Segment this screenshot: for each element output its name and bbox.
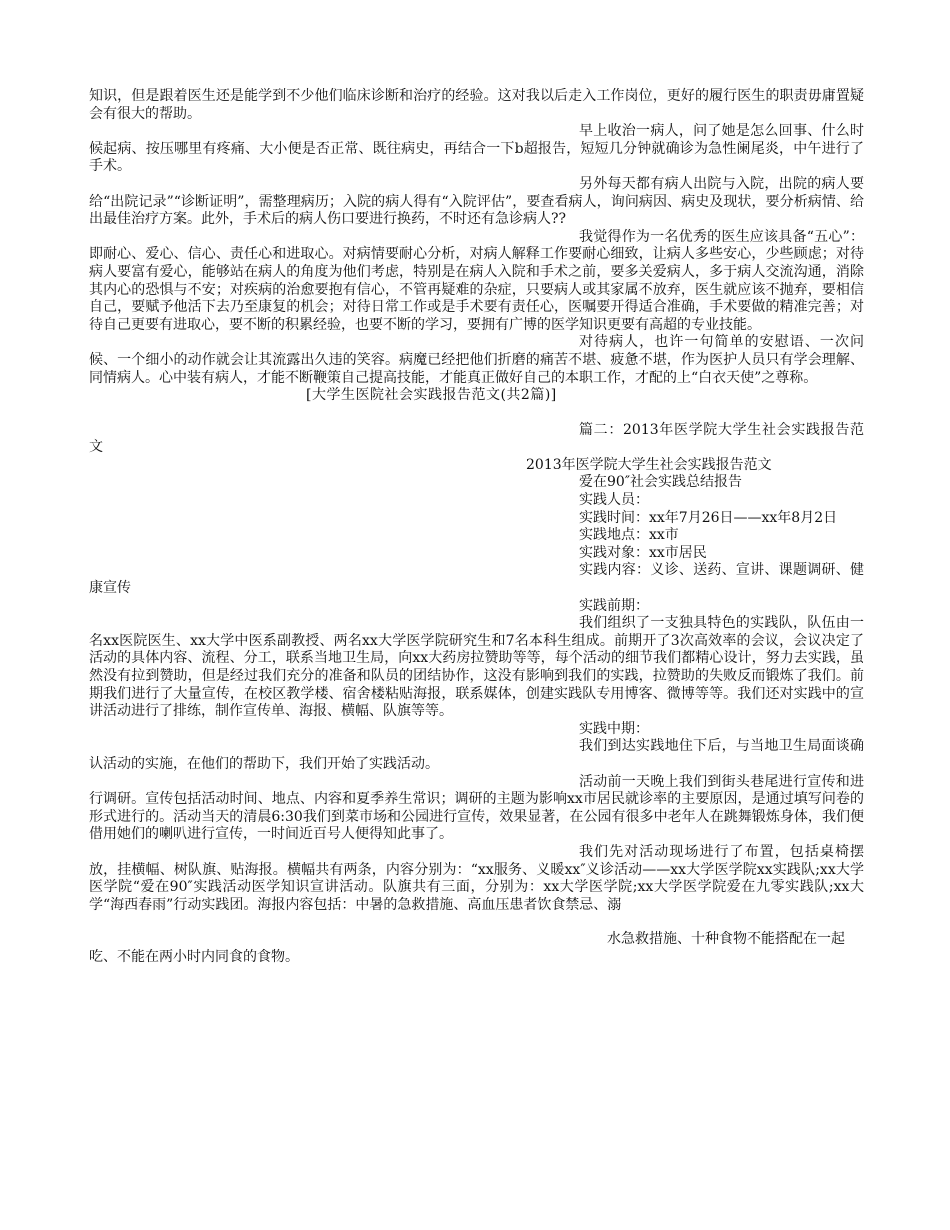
paragraph-4: 我觉得作为一名优秀的医生应该具备“五心”：即耐心、爱心、信心、责任心和进取心。对病情要耐心分析，对病人解释工作要耐心细致，让病人多些安心，少些顾虑；对待病人要富有爱心，能够站在病人的角度为他们考虑，特别是在病人入院和手术之前，要多关爱病人，多于病人交流沟通，消除其内心的恐惧与不安；对疾病的治愈要抱有信心，不管再疑难的杂症，只要病人或其家属不放弃，医生就应该不抛弃，要相信自己，要赋予他活下去乃至康复的机会；对待日常工作或是手术要有责任心，医嘱要开得适合准确，手术要做的精准完善；对待自己更要有进取心，要不断的积累经验，也要不断的学习，要拥有广博的医学知识更要有高超的专业技能。 bbox=[89, 228, 864, 333]
section2-heading: 篇二：2013年医学院大学生社会实践报告范文 bbox=[89, 421, 864, 456]
document-page bbox=[89, 88, 864, 967]
paragraph-5: 对待病人，也许一句简单的安慰语、一次问候、一个细小的动作就会让其流露出久违的笑容。病魔已经把他们折磨的痛苦不堪、疲惫不堪，作为医护人员只有学会理解、同情病人。心中装有病人，才能不断鞭策自己提高技能，才能真正做好自己的本职工作，才配的上“白衣天使”之尊称。 bbox=[89, 334, 864, 386]
mid-paragraph-2: 活动前一天晚上我们到街头巷尾进行宣传和进行调研。宣传包括活动时间、地点、内容和夏季养生常识；调研的主题为影响xx市居民就诊率的主要原因，是通过填写问卷的形式进行的。活动当天的清晨6:30我们到菜市场和公园进行宣传，效果显著，在公园有很多中老年人在跳舞锻炼身体，我们便借用她们的喇叭进行宣传，一时间近百号人便得知此事了。 bbox=[89, 773, 864, 843]
blank-line bbox=[89, 405, 864, 422]
early-paragraph: 我们组织了一支独具特色的实践队，队伍由一名xx医院医生、xx大学中医系副教授、两名xx大学医学院研究生和7名本科生组成。前期开了3次高效率的会议，会议决定了活动的具体内容、流程、分工，联系当地卫生局，向xx大药房拉赞助等等，每个活动的细节我们都精心设计，努力去实践，虽然没有拉到赞助，但是经过我们充分的准备和队员的团结协作，这没有影响到我们的实践，拉赞助的失败反而锻炼了我们。前期我们进行了大量宣传，在校区教学楼、宿舍楼粘贴海报，联系媒体，创建实践队专用博客、微博等等。我们还对实践中的宣讲活动进行了排练，制作宣传单、海报、横幅、队旗等等。 bbox=[89, 615, 864, 720]
summary-title: 爱在90″社会实践总结报告 bbox=[579, 474, 743, 491]
practice-place: 实践地点：xx市 bbox=[579, 527, 679, 544]
practice-target: 实践对象：xx市居民 bbox=[579, 544, 707, 561]
mid-paragraph-3: 我们先对活动现场进行了布置，包括桌椅摆放，挂横幅、树队旗、贴海报。横幅共有两条，内容分别为：“xx服务、义暖xx″义诊活动——xx大学医学院xx实践队;xx大学医学院“爱在90″实践活动医学知识宣讲活动。队旗共有三面，分别为：xx大学医学院;xx大学医学院爱在九零实践队;xx大学“海西春雨”行动实践团。海报内容包括：中暑的急救措施、高血压患者饮食禁忌、溺 bbox=[89, 843, 864, 913]
blank-line-2 bbox=[89, 914, 864, 931]
practice-content: 实践内容：义诊、送药、宣讲、课题调研、健康宣传 bbox=[89, 562, 864, 597]
tail-paragraph: 水急救措施、十种食物不能搭配在一起吃、不能在两小时内同食的食物。 bbox=[89, 931, 845, 965]
paragraph-2: 早上收治一病人，问了她是怎么回事、什么时候起病、按压哪里有疼痛、大小便是否正常、既往病史，再结合一下b超报告，短短几分钟就确诊为急性阑尾炎，中午进行了手术。 bbox=[89, 123, 864, 175]
section2-title: 2013年医学院大学生社会实践报告范文 bbox=[526, 456, 772, 473]
practice-members: 实践人员： bbox=[579, 492, 649, 509]
paragraph-1: 知识，但是跟着医生还是能学到不少他们临床诊断和治疗的经验。这对我以后走入工作岗位，更好的履行医生的职责毋庸置疑会有很大的帮助。 bbox=[89, 88, 864, 122]
practice-time: 实践时间：xx年7月26日——xx年8月2日 bbox=[579, 509, 838, 526]
mid-paragraph-1: 我们到达实践地住下后，与当地卫生局面谈确认活动的实施，在他们的帮助下，我们开始了实践活动。 bbox=[89, 738, 864, 772]
early-label: 实践前期： bbox=[579, 597, 649, 614]
mid-label: 实践中期： bbox=[579, 720, 649, 737]
paragraph-3: 另外每天都有病人出院与入院，出院的病人要给“出院记录”“诊断证明”，需整理病历；入院的病人得有“入院评估”，要查看病人，询问病因、病史及现状，要分析病情、给出最佳治疗方案。此外，手术后的病人伤口要进行换药，不时还有急诊病人?? bbox=[89, 175, 864, 228]
center-title: [大学生医院社会实践报告范文(共2篇)] bbox=[306, 387, 557, 404]
